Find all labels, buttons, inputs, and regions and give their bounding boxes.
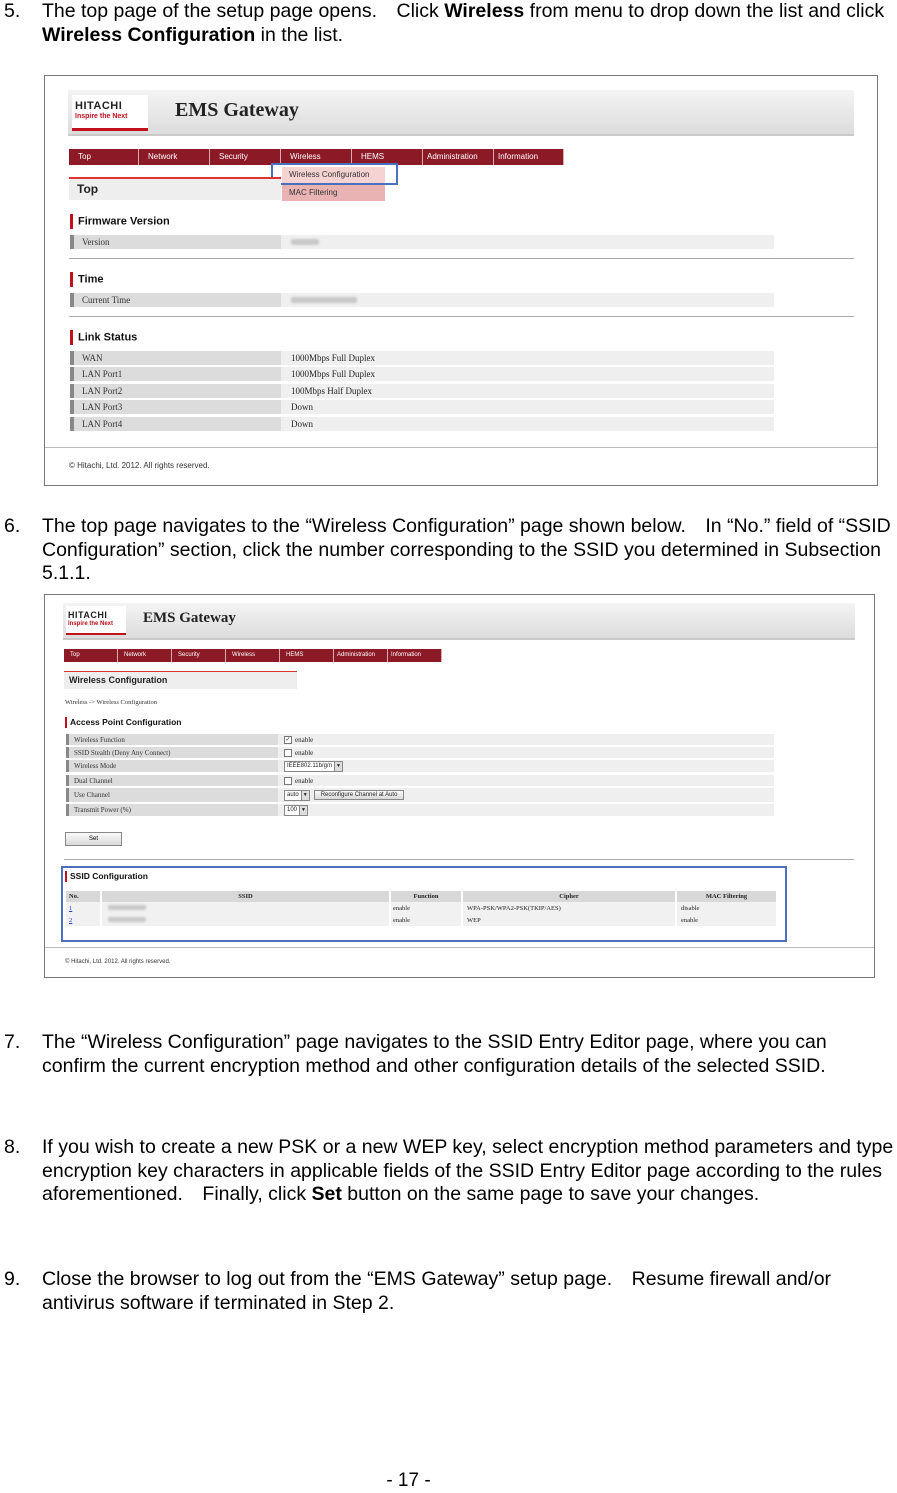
- checkbox[interactable]: [284, 749, 292, 757]
- step-emphasis: Set: [311, 1183, 342, 1205]
- screenshot-wireless-configuration: [44, 594, 875, 978]
- column-header-function: Function: [390, 891, 462, 902]
- menu-item-information[interactable]: Information: [494, 149, 564, 165]
- menu-item-wireless[interactable]: Wireless: [226, 649, 280, 662]
- table-row: 1 enable WPA-PSK/WPA2-PSK(TKIP/AES) disable: [66, 902, 776, 914]
- submenu-mac-filtering[interactable]: MAC Filtering: [282, 184, 385, 201]
- column-header-ssid: SSID: [101, 891, 390, 902]
- page-title: Top: [69, 178, 281, 200]
- step-text: from menu to drop down the list and click: [524, 0, 885, 22]
- step-number: 5.: [4, 0, 21, 22]
- ap-row-transmit-power: Transmit Power (%) 100 ▼: [66, 804, 774, 816]
- step-7: [2, 1031, 895, 1078]
- menu-item-administration[interactable]: Administration: [423, 149, 494, 165]
- link-row: WAN 1000Mbps Full Duplex: [70, 351, 774, 365]
- step-text: If you wish to create a new PSK or a new WEP key, select encryption method parameters and type encryption key characters in applicable fields of the SSID Entry Editor page according to the rules aforementioned. Finally, click: [42, 1136, 894, 1205]
- ap-row-wireless-function: Wireless Function ✓ enable: [66, 734, 774, 745]
- highlight-box: [271, 163, 398, 185]
- step-number: 9.: [4, 1268, 21, 1290]
- wireless-mode-select[interactable]: IEEE802.11b/g/n ▼: [284, 761, 343, 772]
- menu-item-administration[interactable]: Administration: [334, 649, 388, 662]
- ssid-value-redacted: [108, 917, 146, 922]
- step-9: [2, 1268, 895, 1315]
- column-header-mac-filtering: MAC Filtering: [676, 891, 776, 902]
- ssid-number-link[interactable]: 2: [69, 916, 73, 924]
- menu-item-network[interactable]: Network: [118, 649, 172, 662]
- menu-item-information[interactable]: Information: [388, 649, 442, 662]
- step-text: The top page of the setup page opens. Click: [42, 0, 445, 22]
- section-access-point-configuration: Access Point Configuration: [65, 717, 181, 728]
- app-title: EMS Gateway: [175, 99, 299, 121]
- time-row: Current Time: [70, 293, 774, 307]
- link-row: LAN Port1 1000Mbps Full Duplex: [70, 367, 774, 381]
- step-8: [2, 1136, 895, 1207]
- step-number: 6.: [4, 515, 21, 537]
- ssid-number-link[interactable]: 1: [69, 904, 73, 912]
- firmware-row: Version: [70, 235, 774, 249]
- hitachi-logo: HITACHI Inspire the Next: [66, 606, 126, 635]
- app-title: EMS Gateway: [143, 610, 236, 626]
- footer-copyright: © Hitachi, Ltd. 2012. All rights reserved.: [65, 959, 171, 965]
- menu-item-network[interactable]: Network: [139, 149, 210, 165]
- menu-item-hems[interactable]: HEMS: [352, 149, 423, 165]
- chevron-down-icon: ▼: [334, 762, 342, 771]
- main-menu: [64, 649, 442, 662]
- link-row: LAN Port3 Down: [70, 400, 774, 414]
- column-header-no: No.: [66, 891, 101, 902]
- breadcrumb: Wireless -> Wireless Configuration: [65, 699, 158, 706]
- use-channel-select[interactable]: auto ▼: [284, 790, 310, 801]
- section-ssid-configuration: SSID Configuration: [65, 871, 148, 882]
- step-text: Close the browser to log out from the “EMS Gateway” setup page. Resume firewall and/or antivirus software if terminated in Step 2.: [42, 1268, 832, 1314]
- section-link-status: Link Status: [70, 330, 137, 345]
- step-emphasis: Wireless Configuration: [42, 23, 256, 46]
- ssid-value-redacted: [108, 905, 146, 910]
- step-text: The “Wireless Configuration” page navigates to the SSID Entry Editor page, where you can confirm the current encryption method and other configuration details of the selected SSID.: [42, 1031, 827, 1077]
- menu-item-security[interactable]: Security: [210, 149, 281, 165]
- column-header-cipher: Cipher: [462, 891, 676, 902]
- ap-row-wireless-mode: Wireless Mode IEEE802.11b/g/n ▼: [66, 760, 774, 772]
- page-number: - 17 -: [386, 1470, 431, 1491]
- menu-item-security[interactable]: Security: [172, 649, 226, 662]
- link-row: LAN Port2 100Mbps Half Duplex: [70, 384, 774, 398]
- footer-copyright: © Hitachi, Ltd. 2012. All rights reserved.: [69, 461, 210, 470]
- section-firmware-version: Firmware Version: [70, 214, 170, 229]
- screenshot-top-page: [44, 75, 878, 486]
- page-title: Wireless Configuration: [64, 672, 297, 689]
- step-5: [2, 0, 895, 47]
- checkbox[interactable]: [284, 777, 292, 785]
- step-text: The top page navigates to the “Wireless Configuration” page shown below. In “No.” field of “SSID Configuration” section, click the number corresponding to the SSID you determined in Subsection 5.1.1.: [42, 515, 891, 584]
- table-row: 2 enable WEP enable: [66, 914, 776, 926]
- menu-item-wireless[interactable]: Wireless: [281, 149, 352, 165]
- chevron-down-icon: ▼: [301, 791, 309, 800]
- menu-item-top[interactable]: Top: [69, 149, 139, 165]
- set-button[interactable]: Set: [65, 832, 122, 846]
- checkbox-checked[interactable]: ✓: [285, 736, 291, 743]
- menu-item-top[interactable]: Top: [64, 649, 118, 662]
- menu-item-hems[interactable]: HEMS: [280, 649, 334, 662]
- transmit-power-select[interactable]: 100 ▼: [284, 805, 308, 816]
- reconfigure-channel-button[interactable]: Reconfigure Channel at Auto: [314, 790, 405, 800]
- hitachi-logo: HITACHI Inspire the Next: [72, 95, 148, 131]
- step-number: 7.: [4, 1031, 21, 1053]
- submenu-wireless-configuration[interactable]: Wireless Configuration: [282, 167, 385, 183]
- section-time: Time: [70, 272, 103, 287]
- ap-row-ssid-stealth: SSID Stealth (Deny Any Connect) enable: [66, 747, 774, 758]
- ap-row-use-channel: Use Channel auto ▼ Reconfigure Channel at Auto: [66, 788, 774, 802]
- ap-row-dual-channel: Dual Channel enable: [66, 775, 774, 786]
- step-6: [2, 515, 895, 586]
- step-emphasis: Wireless: [444, 0, 525, 22]
- chevron-down-icon: ▼: [299, 806, 307, 815]
- step-text: in the list.: [255, 23, 344, 46]
- link-row: LAN Port4 Down: [70, 417, 774, 431]
- step-number: 8.: [4, 1136, 21, 1158]
- ssid-table: [66, 891, 776, 926]
- step-text: button on the same page to save your changes.: [341, 1183, 760, 1205]
